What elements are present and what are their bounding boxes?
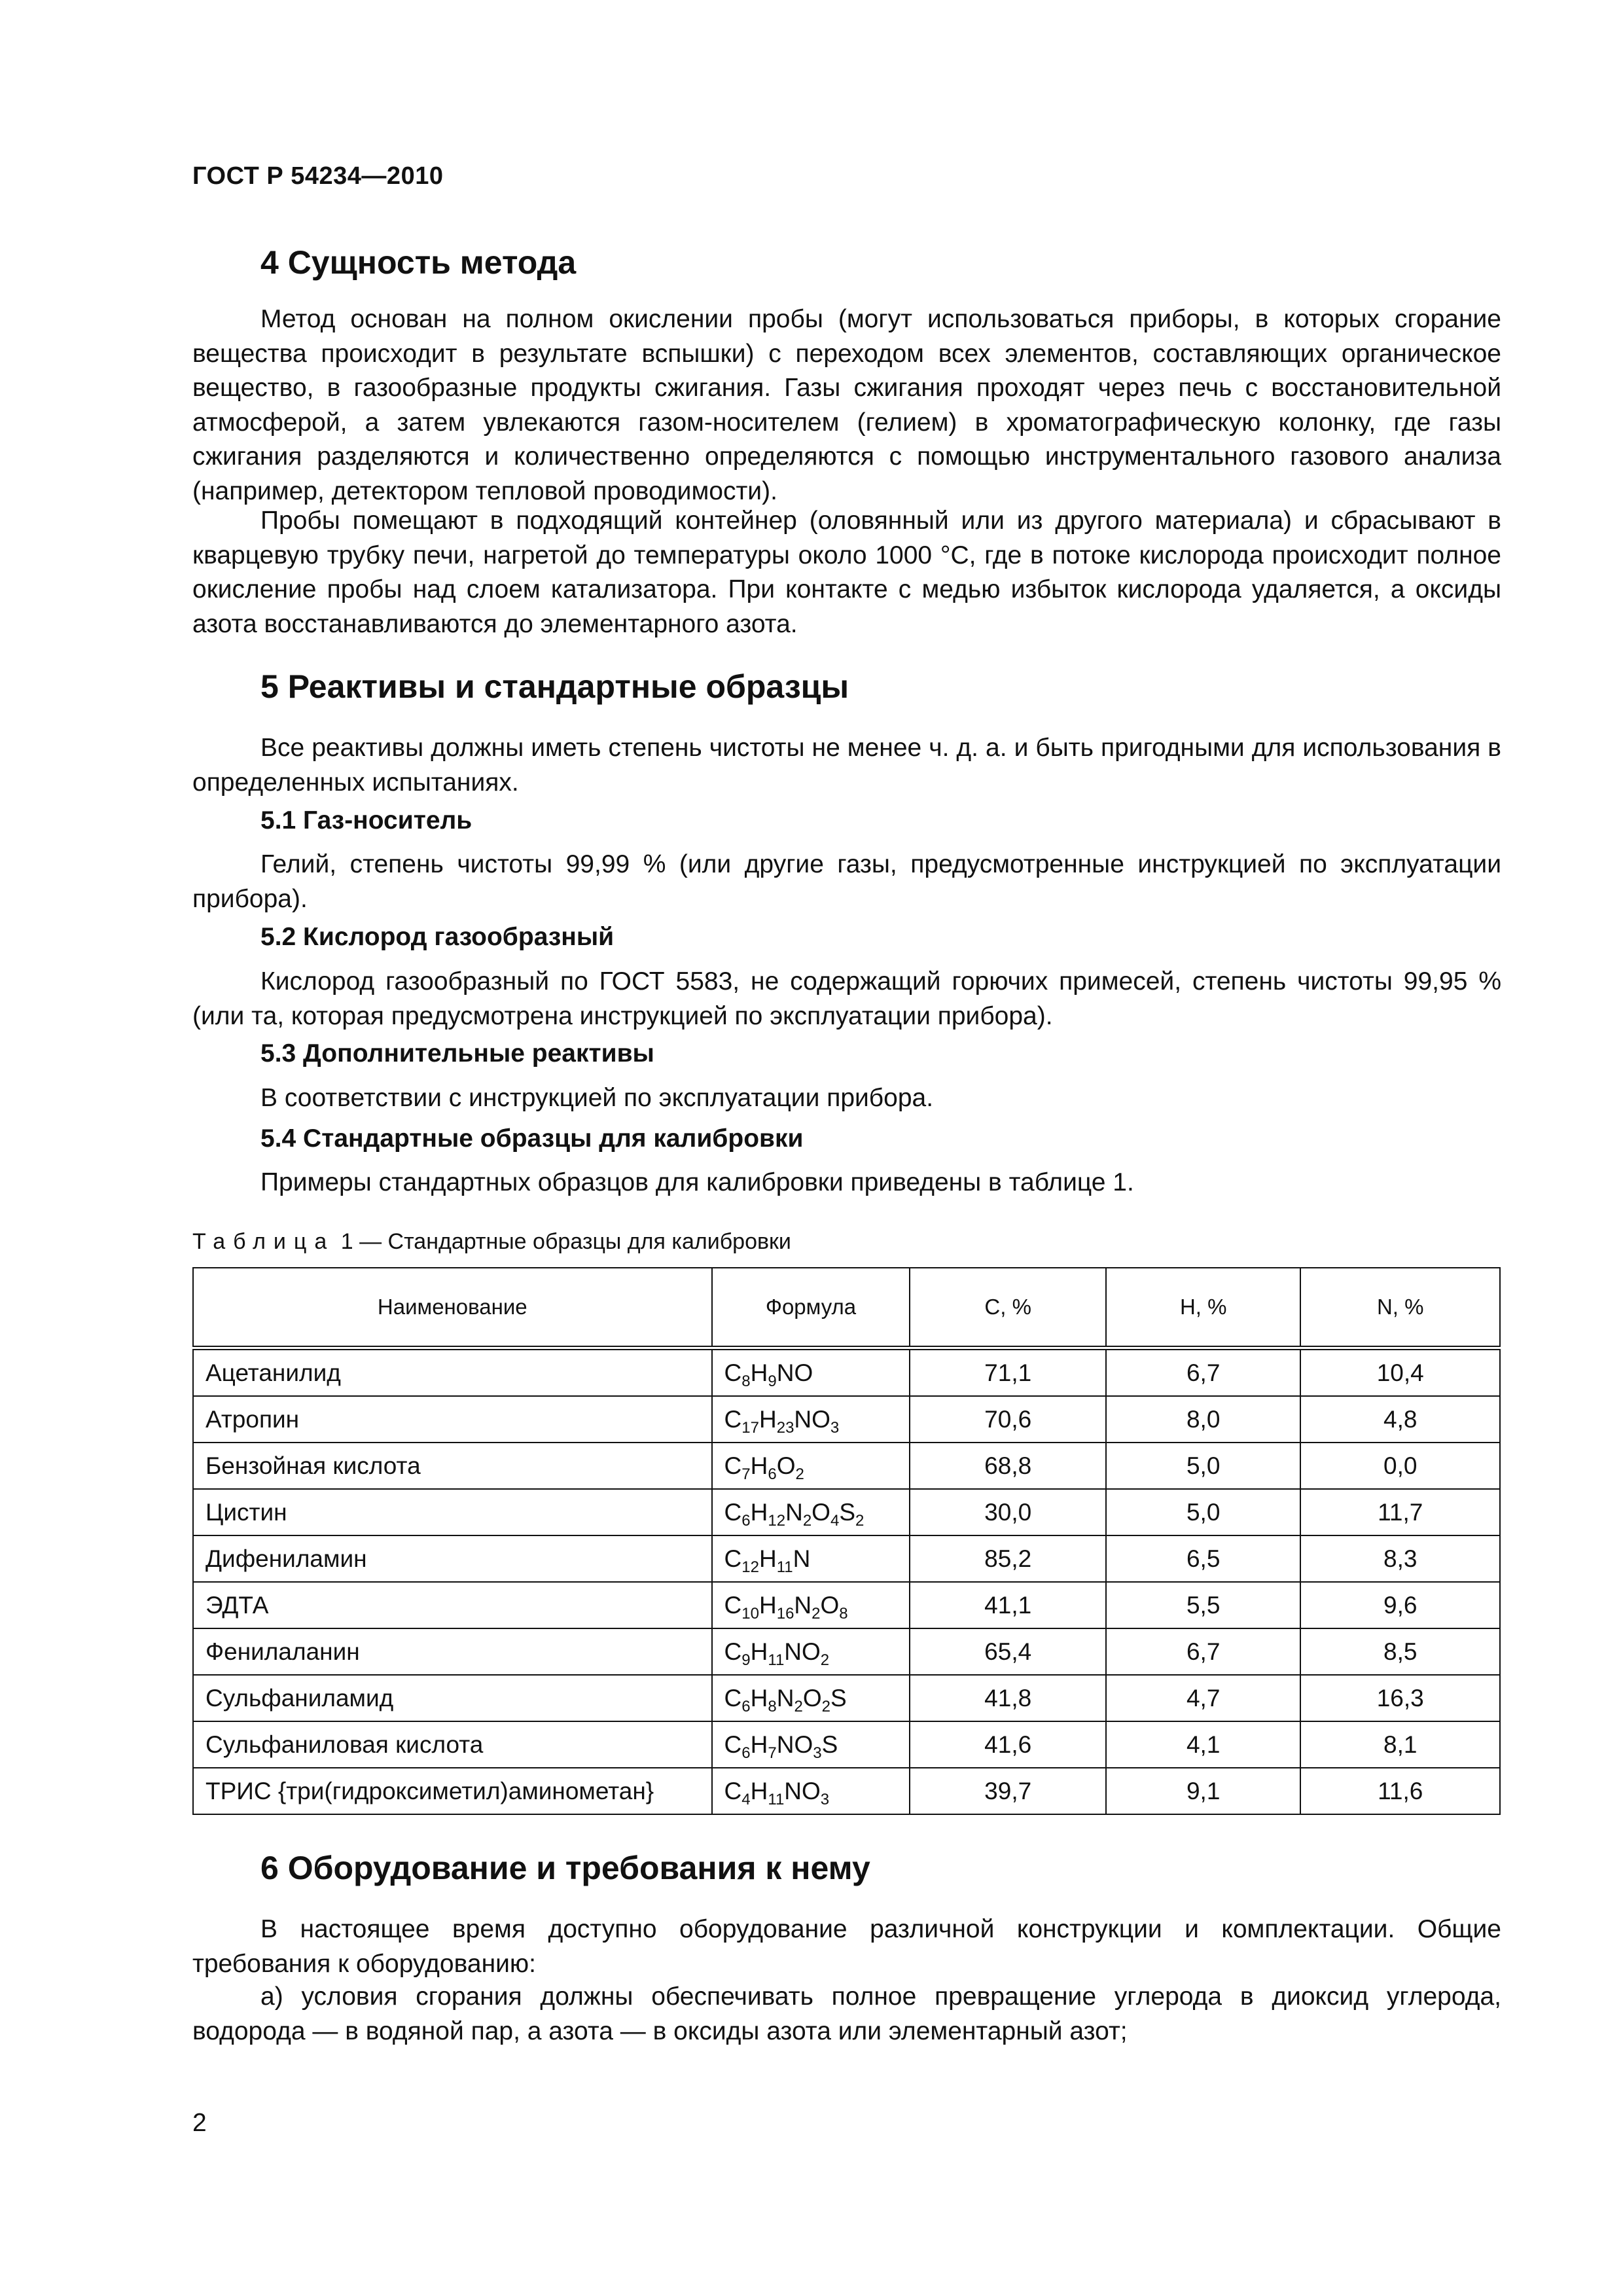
cell-hydrogen: 6,7	[1106, 1348, 1300, 1397]
section-5-3-text: В соответствии с инструкцией по эксплуатации прибора.	[260, 1084, 934, 1112]
formula-element: H	[750, 1638, 768, 1665]
column-header-nitrogen: N, %	[1300, 1268, 1500, 1348]
cell-formula	[712, 1489, 910, 1535]
cell-carbon: 41,1	[910, 1582, 1106, 1628]
formula-element: O	[820, 1591, 840, 1619]
cell-nitrogen: 8,1	[1300, 1721, 1500, 1768]
table-row	[193, 1489, 1500, 1535]
table-1-caption	[192, 1229, 791, 1255]
formula-subscript: 16	[776, 1604, 794, 1623]
table-row	[193, 1443, 1500, 1489]
formula-subscript: 11	[768, 1651, 785, 1669]
section-6-heading: 6 Оборудование и требования к нему	[260, 1850, 870, 1886]
formula-element: O	[776, 1452, 796, 1479]
cell-hydrogen: 5,5	[1106, 1582, 1300, 1628]
formula-element: N	[793, 1545, 811, 1572]
formula-element: C	[724, 1452, 742, 1479]
cell-nitrogen: 8,3	[1300, 1535, 1500, 1582]
formula-element: O	[812, 1498, 830, 1526]
column-header-hydrogen: Н, %	[1106, 1268, 1300, 1348]
formula-subscript: 9	[768, 1372, 777, 1390]
cell-name: Фенилаланин	[193, 1628, 712, 1675]
cell-nitrogen: 9,6	[1300, 1582, 1500, 1628]
section-5-4-heading: 5.4 Стандартные образцы для калибровки	[260, 1124, 804, 1153]
formula-subscript: 3	[830, 1418, 840, 1437]
section-5-1-text: Гелий, степень чистоты 99,99 % (или другие газы, предусмотренные инструкцией по эксплуатации прибора).	[192, 850, 1501, 913]
cell-formula	[712, 1535, 910, 1582]
cell-carbon: 30,0	[910, 1489, 1106, 1535]
section-5-1-heading: 5.1 Газ-носитель	[260, 806, 473, 834]
cell-carbon: 68,8	[910, 1443, 1106, 1489]
cell-formula	[712, 1721, 910, 1768]
cell-nitrogen: 4,8	[1300, 1396, 1500, 1443]
page-number: 2	[192, 2109, 207, 2137]
formula-element: C	[724, 1498, 742, 1526]
formula-subscript: 12	[741, 1558, 759, 1576]
formula-element: H	[750, 1498, 768, 1526]
section-6-item-a: а) условия сгорания должны обеспечивать полное превращение углерода в диоксид углерода, водорода — в водяной пар, а азота — в оксиды азота или элементарный азот;	[192, 1982, 1501, 2045]
section-5-2-heading: 5.2 Кислород газообразный	[260, 923, 615, 951]
formula-element: O	[802, 1684, 822, 1712]
formula-subscript: 3	[813, 1744, 822, 1762]
formula-subscript: 7	[768, 1744, 777, 1762]
formula-element: H	[750, 1777, 768, 1804]
cell-hydrogen: 6,5	[1106, 1535, 1300, 1582]
cell-hydrogen: 6,7	[1106, 1628, 1300, 1675]
section-5-4-text: Примеры стандартных образцов для калибровки приведены в таблице 1.	[260, 1168, 1134, 1196]
formula-subscript: 23	[776, 1418, 794, 1437]
formula-subscript: 6	[741, 1744, 751, 1762]
table-row	[193, 1768, 1500, 1814]
cell-name: Сульфаниламид	[193, 1675, 712, 1721]
calibration-standards-table	[192, 1267, 1501, 1815]
formula-element: N	[776, 1684, 794, 1712]
formula-element: NO	[794, 1405, 830, 1433]
cell-formula	[712, 1675, 910, 1721]
formula-subscript: 3	[820, 1790, 830, 1808]
formula-element: N	[794, 1591, 812, 1619]
formula-element: H	[750, 1684, 768, 1712]
cell-nitrogen: 0,0	[1300, 1443, 1500, 1489]
cell-hydrogen: 9,1	[1106, 1768, 1300, 1814]
formula-element: H	[750, 1452, 768, 1479]
document-header: ГОСТ Р 54234—2010	[192, 162, 444, 190]
formula-element: S	[821, 1731, 838, 1758]
cell-carbon: 70,6	[910, 1396, 1106, 1443]
formula-subscript: 9	[741, 1651, 751, 1669]
formula-element: N	[785, 1498, 803, 1526]
cell-hydrogen: 8,0	[1106, 1396, 1300, 1443]
formula-subscript: 2	[795, 1465, 804, 1483]
section-4-paragraph-2: Пробы помещают в подходящий контейнер (оловянный или из другого материала) и сбрасывают в кварцевую трубку печи, нагретой до температуры около 1000 °С, где в потоке кислорода происходит полное окисление пробы над слоем катализатора. При контакте с медью избыток кислорода удаляется, а оксиды азота восстанавливаются до элементарного азота.	[192, 507, 1501, 638]
formula-element: C	[724, 1638, 742, 1665]
section-6-paragraph-1: В настоящее время доступно оборудование различной конструкции и комплектации. Общие требования к оборудованию:	[192, 1915, 1501, 1978]
formula-element: C	[724, 1731, 742, 1758]
formula-element: C	[724, 1545, 742, 1572]
formula-subscript: 8	[741, 1372, 751, 1390]
formula-element: H	[750, 1731, 768, 1758]
cell-nitrogen: 16,3	[1300, 1675, 1500, 1721]
cell-nitrogen: 8,5	[1300, 1628, 1500, 1675]
formula-subscript: 6	[741, 1697, 751, 1715]
formula-element: H	[758, 1405, 777, 1433]
cell-formula	[712, 1443, 910, 1489]
cell-carbon: 41,8	[910, 1675, 1106, 1721]
table-caption-label: Таблица	[192, 1229, 335, 1254]
cell-carbon: 39,7	[910, 1768, 1106, 1814]
cell-name: Ацетанилид	[193, 1348, 712, 1397]
column-header-carbon: С, %	[910, 1268, 1106, 1348]
formula-element: C	[724, 1591, 742, 1619]
formula-subscript: 2	[812, 1604, 821, 1623]
cell-nitrogen: 10,4	[1300, 1348, 1500, 1397]
table-row	[193, 1675, 1500, 1721]
table-row	[193, 1396, 1500, 1443]
table-row	[193, 1582, 1500, 1628]
cell-carbon: 41,6	[910, 1721, 1106, 1768]
cell-name: ТРИС {три(гидроксиметил)аминометан}	[193, 1768, 712, 1814]
section-5-3-heading: 5.3 Дополнительные реактивы	[260, 1039, 654, 1067]
section-5-2-text: Кислород газообразный по ГОСТ 5583, не содержащий горючих примесей, степень чистоты 99,95 % (или та, которая предусмотрена инструкцией по эксплуатации прибора).	[192, 967, 1501, 1030]
formula-subscript: 2	[855, 1511, 865, 1530]
formula-subscript: 8	[839, 1604, 848, 1623]
cell-formula	[712, 1396, 910, 1443]
formula-element: C	[724, 1405, 742, 1433]
formula-subscript: 2	[802, 1511, 812, 1530]
cell-hydrogen: 4,1	[1106, 1721, 1300, 1768]
formula-element: S	[830, 1684, 847, 1712]
formula-element: NO	[784, 1638, 821, 1665]
formula-subscript: 11	[768, 1790, 785, 1808]
cell-hydrogen: 5,0	[1106, 1489, 1300, 1535]
cell-carbon: 85,2	[910, 1535, 1106, 1582]
cell-name: Атропин	[193, 1396, 712, 1443]
formula-subscript: 2	[821, 1697, 830, 1715]
formula-subscript: 12	[768, 1511, 786, 1530]
formula-element: C	[724, 1684, 742, 1712]
cell-name: ЭДТА	[193, 1582, 712, 1628]
formula-element: NO	[776, 1731, 813, 1758]
formula-element: NO	[784, 1777, 821, 1804]
formula-subscript: 17	[741, 1418, 759, 1437]
table-caption-text: 1 — Стандартные образцы для калибровки	[334, 1229, 791, 1254]
column-header-formula: Формула	[712, 1268, 910, 1348]
cell-name: Дифениламин	[193, 1535, 712, 1582]
table-row	[193, 1535, 1500, 1582]
cell-hydrogen: 5,0	[1106, 1443, 1300, 1489]
cell-formula	[712, 1582, 910, 1628]
cell-carbon: 65,4	[910, 1628, 1106, 1675]
cell-formula	[712, 1768, 910, 1814]
formula-element: NO	[776, 1359, 813, 1386]
formula-subscript: 11	[776, 1558, 793, 1576]
formula-subscript: 6	[741, 1511, 751, 1530]
section-5-heading: 5 Реактивы и стандартные образцы	[260, 668, 849, 705]
table-header-row	[193, 1268, 1500, 1348]
section-5-paragraph-1: Все реактивы должны иметь степень чистоты не менее ч. д. а. и быть пригодными для использования в определенных испытаниях.	[192, 734, 1501, 797]
cell-formula	[712, 1348, 910, 1397]
formula-subscript: 8	[768, 1697, 777, 1715]
cell-name: Бензойная кислота	[193, 1443, 712, 1489]
formula-element: C	[724, 1777, 742, 1804]
formula-subscript: 2	[794, 1697, 803, 1715]
table-row	[193, 1628, 1500, 1675]
formula-element: H	[758, 1591, 777, 1619]
cell-formula	[712, 1628, 910, 1675]
cell-name: Цистин	[193, 1489, 712, 1535]
formula-element: C	[724, 1359, 742, 1386]
formula-subscript: 4	[741, 1790, 751, 1808]
cell-nitrogen: 11,6	[1300, 1768, 1500, 1814]
formula-subscript: 10	[741, 1604, 759, 1623]
formula-subscript: 7	[741, 1465, 751, 1483]
table-row	[193, 1348, 1500, 1397]
section-4-paragraph-1: Метод основан на полном окислении пробы (могут использоваться приборы, в которых сгорание вещества происходит в результате вспышки) с переходом всех элементов, составляющих органическое вещество, в газообразные продукты сжигания. Газы сжигания проходят через печь с восстановительной атмосферой, а затем увлекаются газом-носителем (гелием) в хроматографическую колонку, где газы сжигания разделяются и количественно определяются с помощью инструментального газового анализа (например, детектором тепловой проводимости).	[192, 305, 1501, 505]
formula-element: H	[758, 1545, 777, 1572]
cell-hydrogen: 4,7	[1106, 1675, 1300, 1721]
formula-element: S	[839, 1498, 855, 1526]
section-4-heading: 4 Сущность метода	[260, 244, 577, 281]
column-header-name: Наименование	[193, 1268, 712, 1348]
table-body	[193, 1348, 1500, 1815]
formula-subscript: 4	[830, 1511, 840, 1530]
formula-element: H	[750, 1359, 768, 1386]
cell-nitrogen: 11,7	[1300, 1489, 1500, 1535]
table-row	[193, 1721, 1500, 1768]
cell-name: Сульфаниловая кислота	[193, 1721, 712, 1768]
cell-carbon: 71,1	[910, 1348, 1106, 1397]
formula-subscript: 2	[820, 1651, 830, 1669]
formula-subscript: 6	[768, 1465, 777, 1483]
